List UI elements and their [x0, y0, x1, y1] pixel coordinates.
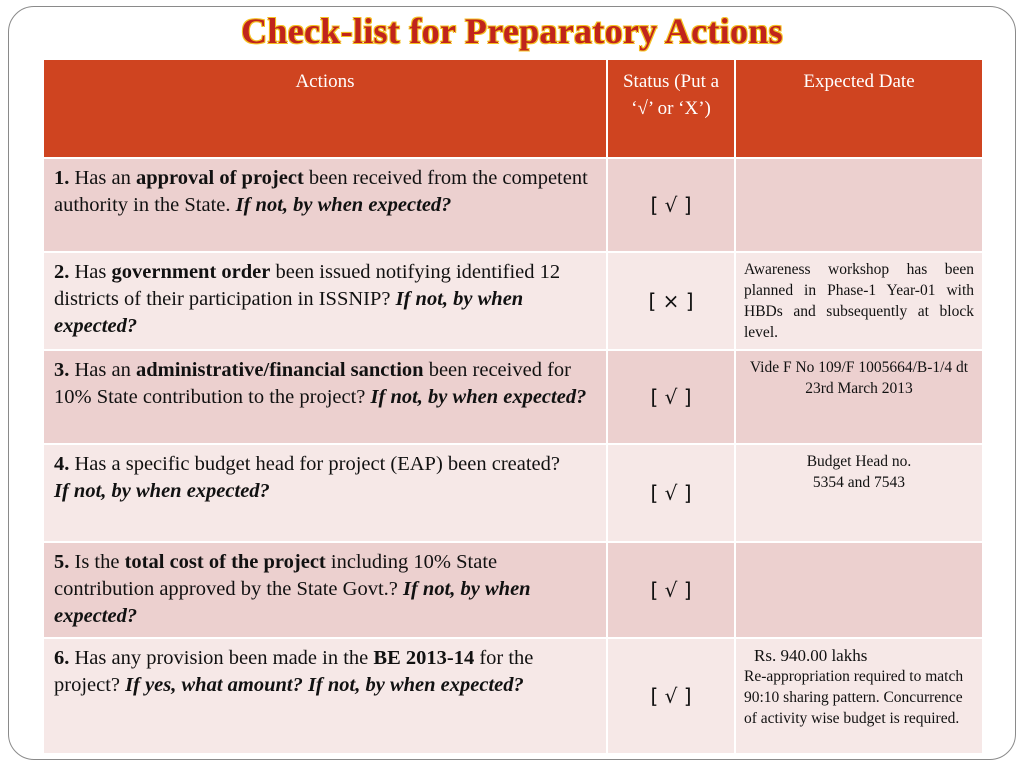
checklist-table — [42, 58, 984, 755]
action-cell: 2. Has government order been issued notifying identified 12 districts of their participation in ISSNIP? If not, by when expected? — [43, 252, 607, 350]
action-cell: 4. Has a specific budget head for project (EAP) been created? If not, by when expected? — [43, 444, 607, 542]
table-row — [43, 252, 983, 350]
expected-date-cell: Awareness workshop has been planned in Phase-1 Year-01 with HBDs and subsequently at block level. — [735, 252, 983, 350]
action-cell: 6. Has any provision been made in the BE 2013-14 for the project? If yes, what amount? If not, by when expected? — [43, 638, 607, 754]
expected-date-cell — [735, 158, 983, 252]
status-mark: [ √ ] — [607, 444, 735, 542]
action-cell: 3. Has an administrative/financial sanction been received for 10% State contribution to the project? If not, by when expected? — [43, 350, 607, 444]
table-row — [43, 638, 983, 754]
table-row — [43, 158, 983, 252]
expected-date-cell: Rs. 940.00 lakhs Re-appropriation required to match 90:10 sharing pattern. Concurrence of activity wise budget is required. — [735, 638, 983, 754]
header-status: Status (Put a ‘√’ or ‘X’) — [607, 59, 735, 158]
table-row — [43, 444, 983, 542]
action-cell: 1. Has an approval of project been received from the competent authority in the State. If not, by when expected? — [43, 158, 607, 252]
status-mark: [ √ ] — [607, 350, 735, 444]
expected-date-cell — [735, 542, 983, 638]
header-expected-date: Expected Date — [735, 59, 983, 158]
page-title: Check-list for Preparatory Actions — [241, 11, 783, 51]
status-mark: [ √ ] — [607, 638, 735, 754]
status-mark: [ √ ] — [607, 158, 735, 252]
expected-date-cell: Budget Head no. 5354 and 7543 — [735, 444, 983, 542]
table-row — [43, 542, 983, 638]
table-header-row — [43, 59, 983, 158]
expected-date-cell: Vide F No 109/F 1005664/B-1/4 dt 23rd March 2013 — [735, 350, 983, 444]
status-mark: [ √ ] — [607, 542, 735, 638]
status-mark: [ × ] — [607, 252, 735, 350]
table-row — [43, 350, 983, 444]
header-actions: Actions — [43, 59, 607, 158]
action-cell: 5. Is the total cost of the project including 10% State contribution approved by the State Govt.? If not, by when expected? — [43, 542, 607, 638]
